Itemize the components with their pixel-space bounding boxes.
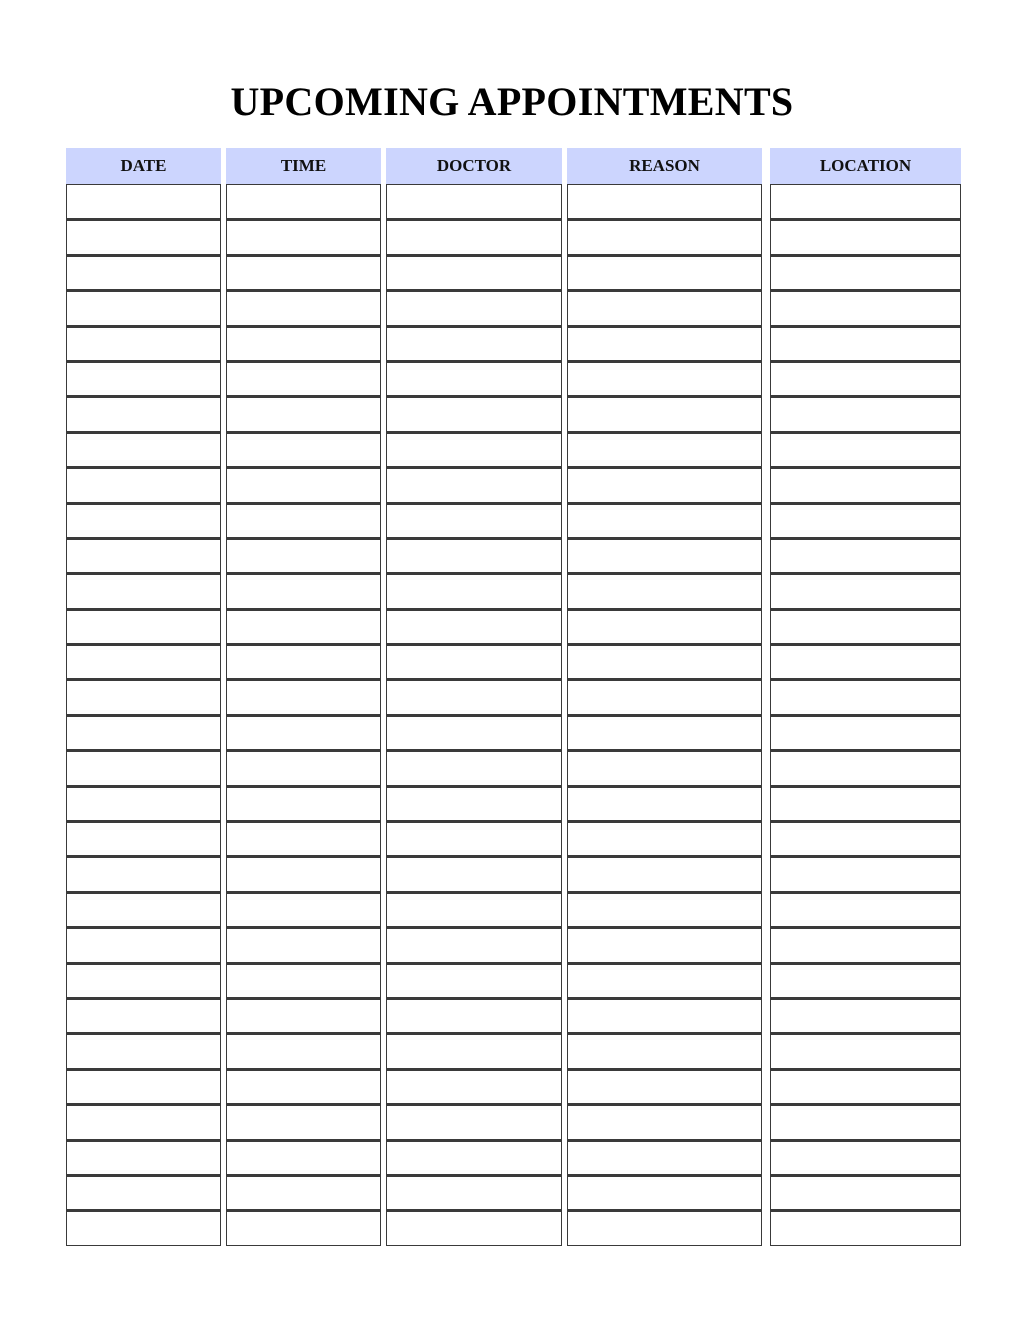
location-cell[interactable] <box>770 503 961 538</box>
doctor-cell[interactable] <box>386 396 562 431</box>
doctor-cell[interactable] <box>386 679 562 714</box>
date-cell[interactable] <box>66 679 221 714</box>
doctor-cell[interactable] <box>386 1210 562 1245</box>
reason-cell[interactable] <box>567 644 762 679</box>
doctor-cell[interactable] <box>386 786 562 821</box>
date-cell[interactable] <box>66 750 221 785</box>
location-cell[interactable] <box>770 644 961 679</box>
reason-cell[interactable] <box>567 467 762 502</box>
time-cell[interactable] <box>226 573 381 608</box>
date-cell[interactable] <box>66 998 221 1033</box>
reason-cell[interactable] <box>567 715 762 750</box>
column-time <box>226 148 381 1246</box>
location-cell[interactable] <box>770 361 961 396</box>
time-cell[interactable] <box>226 609 381 644</box>
doctor-cell[interactable] <box>386 503 562 538</box>
column-reason <box>567 148 762 1246</box>
location-cell[interactable] <box>770 1104 961 1139</box>
reason-cell[interactable] <box>567 538 762 573</box>
reason-cell[interactable] <box>567 786 762 821</box>
date-cell[interactable] <box>66 1210 221 1245</box>
location-cell[interactable] <box>770 326 961 361</box>
doctor-cell[interactable] <box>386 573 562 608</box>
reason-cell[interactable] <box>567 573 762 608</box>
location-cell[interactable] <box>770 1140 961 1175</box>
location-cell[interactable] <box>770 396 961 431</box>
reason-cell[interactable] <box>567 963 762 998</box>
doctor-cell[interactable] <box>386 1175 562 1210</box>
doctor-cell[interactable] <box>386 1033 562 1068</box>
date-cell[interactable] <box>66 573 221 608</box>
time-cell[interactable] <box>226 1175 381 1210</box>
doctor-cell[interactable] <box>386 715 562 750</box>
location-cell[interactable] <box>770 573 961 608</box>
date-cell[interactable] <box>66 255 221 290</box>
location-cell[interactable] <box>770 750 961 785</box>
location-cell[interactable] <box>770 184 961 219</box>
doctor-cell[interactable] <box>386 467 562 502</box>
time-cell[interactable] <box>226 1104 381 1139</box>
date-cell[interactable] <box>66 432 221 467</box>
location-cell[interactable] <box>770 821 961 856</box>
time-cell[interactable] <box>226 715 381 750</box>
column-header-location: LOCATION <box>770 148 961 184</box>
column-doctor <box>386 148 562 1246</box>
reason-cell[interactable] <box>567 821 762 856</box>
time-cell[interactable] <box>226 998 381 1033</box>
date-cell[interactable] <box>66 326 221 361</box>
doctor-cell[interactable] <box>386 821 562 856</box>
date-cell[interactable] <box>66 927 221 962</box>
time-cell[interactable] <box>226 432 381 467</box>
reason-cell[interactable] <box>567 396 762 431</box>
reason-cell[interactable] <box>567 1033 762 1068</box>
doctor-cell[interactable] <box>386 963 562 998</box>
reason-cell[interactable] <box>567 326 762 361</box>
doctor-cell[interactable] <box>386 856 562 891</box>
time-cell[interactable] <box>226 503 381 538</box>
reason-cell[interactable] <box>567 750 762 785</box>
reason-cell[interactable] <box>567 1069 762 1104</box>
time-cell[interactable] <box>226 856 381 891</box>
time-cell[interactable] <box>226 467 381 502</box>
reason-cell[interactable] <box>567 219 762 254</box>
doctor-cell[interactable] <box>386 255 562 290</box>
date-cell[interactable] <box>66 1033 221 1068</box>
date-cell[interactable] <box>66 290 221 325</box>
time-cell[interactable] <box>226 963 381 998</box>
date-cell[interactable] <box>66 609 221 644</box>
reason-cell[interactable] <box>567 361 762 396</box>
time-cell[interactable] <box>226 326 381 361</box>
doctor-cell[interactable] <box>386 750 562 785</box>
doctor-cell[interactable] <box>386 432 562 467</box>
doctor-cell[interactable] <box>386 184 562 219</box>
reason-cell[interactable] <box>567 927 762 962</box>
date-cell[interactable] <box>66 467 221 502</box>
doctor-cell[interactable] <box>386 609 562 644</box>
doctor-cell[interactable] <box>386 892 562 927</box>
reason-cell[interactable] <box>567 1104 762 1139</box>
time-cell[interactable] <box>226 361 381 396</box>
date-cell[interactable] <box>66 715 221 750</box>
doctor-cell[interactable] <box>386 1140 562 1175</box>
location-cell[interactable] <box>770 1069 961 1104</box>
reason-cell[interactable] <box>567 856 762 891</box>
time-cell[interactable] <box>226 679 381 714</box>
reason-cell[interactable] <box>567 998 762 1033</box>
doctor-cell[interactable] <box>386 290 562 325</box>
column-location <box>770 148 961 1246</box>
location-cell[interactable] <box>770 432 961 467</box>
reason-cell[interactable] <box>567 255 762 290</box>
time-cell[interactable] <box>226 892 381 927</box>
column-header-reason: REASON <box>567 148 762 184</box>
location-cell[interactable] <box>770 467 961 502</box>
location-cell[interactable] <box>770 786 961 821</box>
time-cell[interactable] <box>226 821 381 856</box>
reason-cell[interactable] <box>567 432 762 467</box>
reason-cell[interactable] <box>567 1140 762 1175</box>
location-cell[interactable] <box>770 290 961 325</box>
time-cell[interactable] <box>226 184 381 219</box>
time-cell[interactable] <box>226 1069 381 1104</box>
location-cell[interactable] <box>770 715 961 750</box>
column-header-doctor: DOCTOR <box>386 148 562 184</box>
time-cell[interactable] <box>226 927 381 962</box>
reason-cell[interactable] <box>567 503 762 538</box>
location-cell[interactable] <box>770 538 961 573</box>
column-header-time: TIME <box>226 148 381 184</box>
date-cell[interactable] <box>66 396 221 431</box>
date-cell[interactable] <box>66 184 221 219</box>
time-cell[interactable] <box>226 644 381 679</box>
column-date <box>66 148 221 1246</box>
date-cell[interactable] <box>66 1140 221 1175</box>
date-cell[interactable] <box>66 1104 221 1139</box>
time-cell[interactable] <box>226 1140 381 1175</box>
date-cell[interactable] <box>66 821 221 856</box>
location-cell[interactable] <box>770 679 961 714</box>
location-cell[interactable] <box>770 1033 961 1068</box>
doctor-cell[interactable] <box>386 644 562 679</box>
location-cell[interactable] <box>770 856 961 891</box>
date-cell[interactable] <box>66 644 221 679</box>
location-cell[interactable] <box>770 927 961 962</box>
doctor-cell[interactable] <box>386 361 562 396</box>
date-cell[interactable] <box>66 219 221 254</box>
date-cell[interactable] <box>66 892 221 927</box>
doctor-cell[interactable] <box>386 1104 562 1139</box>
doctor-cell[interactable] <box>386 538 562 573</box>
time-cell[interactable] <box>226 1033 381 1068</box>
location-cell[interactable] <box>770 255 961 290</box>
doctor-cell[interactable] <box>386 1069 562 1104</box>
time-cell[interactable] <box>226 1210 381 1245</box>
time-cell[interactable] <box>226 538 381 573</box>
column-header-date: DATE <box>66 148 221 184</box>
date-cell[interactable] <box>66 538 221 573</box>
reason-cell[interactable] <box>567 184 762 219</box>
reason-cell[interactable] <box>567 290 762 325</box>
doctor-cell[interactable] <box>386 927 562 962</box>
time-cell[interactable] <box>226 290 381 325</box>
date-cell[interactable] <box>66 503 221 538</box>
date-cell[interactable] <box>66 786 221 821</box>
date-cell[interactable] <box>66 361 221 396</box>
reason-cell[interactable] <box>567 609 762 644</box>
doctor-cell[interactable] <box>386 998 562 1033</box>
time-cell[interactable] <box>226 255 381 290</box>
location-cell[interactable] <box>770 1210 961 1245</box>
location-cell[interactable] <box>770 219 961 254</box>
reason-cell[interactable] <box>567 892 762 927</box>
location-cell[interactable] <box>770 1175 961 1210</box>
reason-cell[interactable] <box>567 1175 762 1210</box>
location-cell[interactable] <box>770 998 961 1033</box>
reason-cell[interactable] <box>567 679 762 714</box>
doctor-cell[interactable] <box>386 219 562 254</box>
doctor-cell[interactable] <box>386 326 562 361</box>
date-cell[interactable] <box>66 856 221 891</box>
time-cell[interactable] <box>226 750 381 785</box>
date-cell[interactable] <box>66 1175 221 1210</box>
time-cell[interactable] <box>226 396 381 431</box>
date-cell[interactable] <box>66 1069 221 1104</box>
location-cell[interactable] <box>770 609 961 644</box>
time-cell[interactable] <box>226 786 381 821</box>
page-title: UPCOMING APPOINTMENTS <box>230 79 794 124</box>
location-cell[interactable] <box>770 892 961 927</box>
date-cell[interactable] <box>66 963 221 998</box>
time-cell[interactable] <box>226 219 381 254</box>
reason-cell[interactable] <box>567 1210 762 1245</box>
location-cell[interactable] <box>770 963 961 998</box>
